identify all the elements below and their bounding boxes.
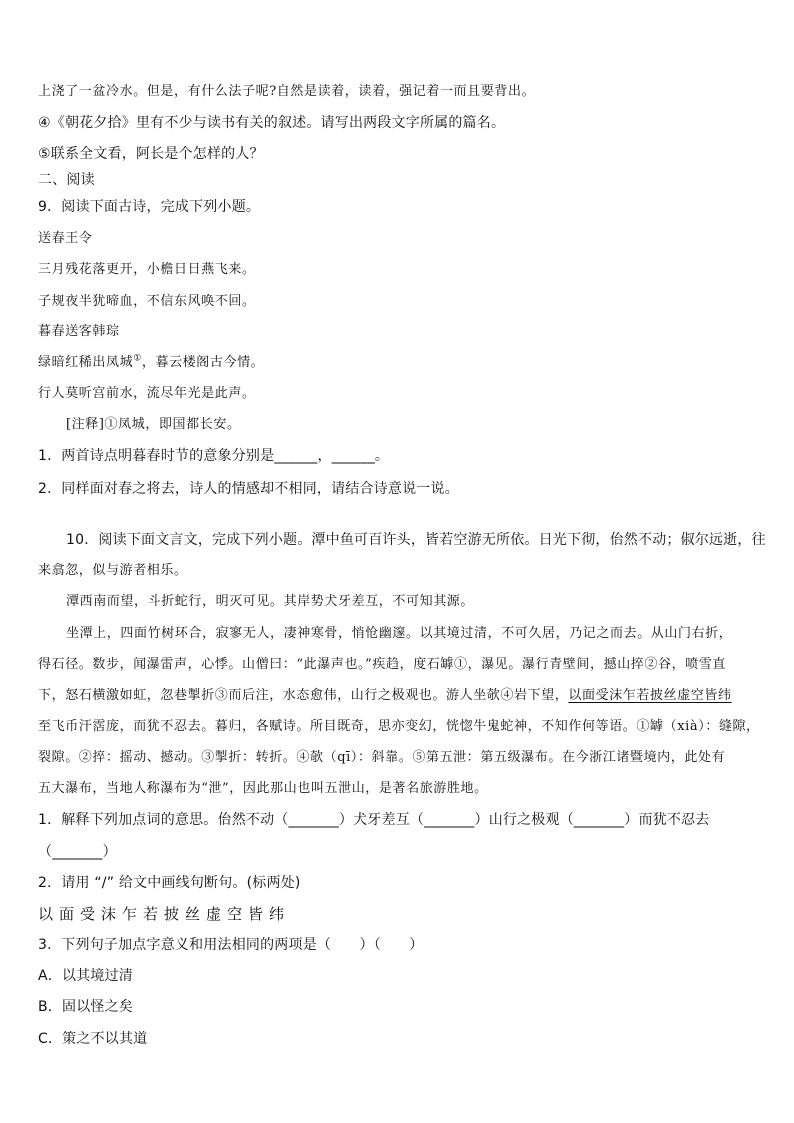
passage-line: 得石径。数步，闻瀑雷声，心悸。山僧曰：“此瀑声也。”疾趋，度石罅①，瀑见。瀑行青壁间，撼山捽②谷，喷雪直	[38, 657, 726, 672]
subquestion-1: 1．两首诗点明暮春时节的意象分别是______，______。	[38, 448, 390, 464]
question-4: ④《朝花夕拾》里有不少与读书有关的叙述。请写出两段文字所属的篇名。	[38, 115, 506, 131]
poem-line: 三月残花落更开，小檐日日燕飞来。	[38, 262, 256, 277]
poem-text: 绿暗红稀出凤城	[38, 355, 134, 370]
option-c: C．策之不以其道	[38, 1031, 148, 1047]
footnote-marker: ①	[133, 353, 142, 364]
answer-blank: （_______）	[38, 844, 117, 860]
poem-line	[38, 353, 264, 373]
subquestion-2: 2．请用 “/” 给文中画线句断句。(标两处)	[38, 875, 301, 891]
question-9: 9．阅读下面古诗，完成下列小题。	[38, 199, 261, 215]
passage-line: 潭西南而望，斗折蛇行，明灭可见。其岸势犬牙差互，不可知其源。	[66, 594, 475, 609]
passage-line: 五大瀑布，当地人称瀑布为“泄”，因此那山也叫五泄山，是著名旅游胜地。	[38, 781, 488, 796]
poem-title-1: 送春王令	[38, 231, 93, 246]
subquestion-1: 1．解释下列加点词的意思。佁然不动（_______）犬牙差互（_______）山行之极观（_______）而犹不忍去	[38, 812, 710, 828]
passage-line: 至飞币汗霑庞，而犹不忍去。暮归，各赋诗。所目既奇，思亦变幻，恍惚牛鬼蛇神，不知作何等语。①罅（xià）：缝隙，	[38, 719, 760, 734]
text-line: 上浇了一盆冷水。但是，有什么法子呢?自然是读着，读着，强记着一而且要背出。	[38, 84, 536, 99]
poem-line: 行人莫听宫前水，流尽年光是此声。	[38, 386, 256, 401]
passage-line: 裂隙。②捽：摇动、撼动。③掣折：转折。④欹（qī）：斜靠。⑤第五泄：第五级瀑布。在今浙江诸暨境内，此处有	[38, 750, 726, 765]
question-5: ⑤联系全文看，阿长是个怎样的人？	[38, 146, 264, 162]
sentence-to-punctuate: 以面受沫乍若披丝虚空皆纬	[38, 905, 291, 923]
underlined-sentence: 以面受沫乍若披丝虚空皆纬	[568, 688, 732, 703]
subquestion-2: 2．同样面对春之将去，诗人的情感却不相同，请结合诗意说一说。	[38, 481, 459, 497]
passage-line: 坐潭上，四面竹树环合，寂寥无人，凄神寒骨，悄怆幽邃。以其境过清，不可久居，乃记之而去。从山门右折，	[66, 626, 733, 641]
subquestion-3: 3．下列句子加点字意义和用法相同的两项是（ ）（ ）	[38, 937, 424, 953]
passage-line: 来翕忽，似与游者相乐。	[38, 563, 188, 578]
poem-title-2: 暮春送客韩琮	[38, 324, 120, 339]
annotation: [注释]①凤城，即国都长安。	[66, 417, 241, 432]
section-heading: 二、阅读	[38, 172, 95, 188]
poem-line: 子规夜半犹啼血，不信东风唤不回。	[38, 294, 256, 309]
passage-line	[38, 686, 732, 706]
option-a: A．以其境过清	[38, 968, 133, 984]
passage-text: 下，怒石横激如虹，忽巷掣折③而后注，水态愈伟，山行之极观也。游人坐欹④岩下望，	[38, 688, 569, 703]
question-10: 10．阅读下面文言文，完成下列小题。潭中鱼可百许头，皆若空游无所依。日光下彻，佁然不动；俶尔远逝，往	[66, 532, 766, 548]
poem-text: ，暮云楼阁古今情。	[141, 355, 265, 370]
option-b: B．固以怪之矣	[38, 999, 134, 1015]
